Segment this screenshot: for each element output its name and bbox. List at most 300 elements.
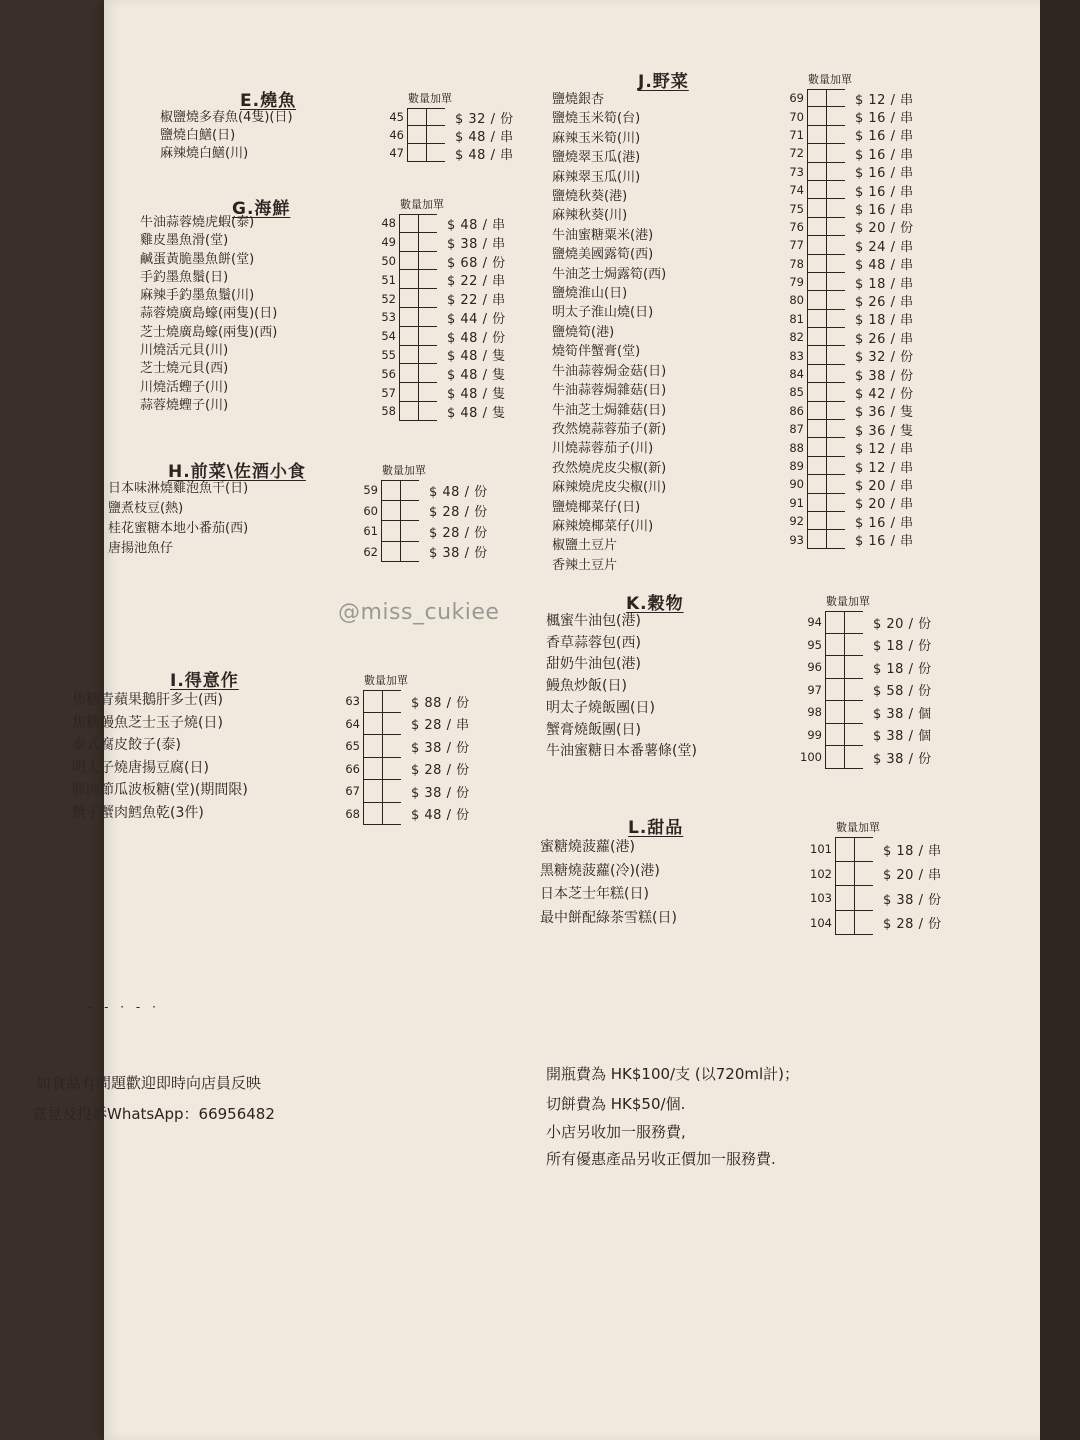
item-list-j <box>552 90 666 575</box>
order-row <box>780 181 914 199</box>
order-row <box>780 310 914 328</box>
item-number: 78 <box>789 256 804 271</box>
quantity-box[interactable] <box>363 735 382 758</box>
order-row <box>780 402 914 420</box>
menu-item: 孜然燒蒜蓉茄子(新) <box>552 421 667 437</box>
order-row <box>808 886 942 911</box>
item-price: $ 38 / 份 <box>411 740 470 756</box>
quantity-box[interactable] <box>826 163 845 181</box>
item-price: $ 18 / 串 <box>855 276 914 292</box>
quantity-box[interactable] <box>399 327 418 346</box>
quantity-box[interactable] <box>826 236 845 254</box>
item-number: 84 <box>789 367 804 382</box>
order-row <box>336 803 470 826</box>
menu-item: 雞皮墨魚滑(堂) <box>140 233 229 249</box>
fee-note-line1: 開瓶費為 HK$100/支 (以720ml計)； <box>546 1065 799 1083</box>
quantity-box[interactable] <box>826 181 845 199</box>
item-price: $ 28 / 份 <box>429 505 488 521</box>
quantity-box[interactable] <box>844 656 863 679</box>
order-row <box>354 542 488 563</box>
quantity-box[interactable] <box>807 512 826 530</box>
menu-item: 川燒活元貝(川) <box>140 343 229 359</box>
menu-item: 蒜蓉燒廣島蠔(兩隻)(日) <box>140 306 278 322</box>
quantity-box[interactable] <box>418 214 437 233</box>
quantity-box[interactable] <box>382 780 401 803</box>
item-price: $ 16 / 串 <box>855 129 914 145</box>
quantity-box[interactable] <box>826 199 845 217</box>
quantity-box[interactable] <box>826 438 845 456</box>
item-number: 80 <box>789 293 804 308</box>
item-price: $ 48 / 份 <box>447 330 506 346</box>
quantity-box[interactable] <box>382 735 401 758</box>
quantity-box[interactable] <box>399 346 418 365</box>
order-row <box>798 656 932 679</box>
quantity-box[interactable] <box>418 270 437 289</box>
section-title-e: E.燒魚 <box>240 91 297 111</box>
item-number: 62 <box>363 544 378 559</box>
quantity-box[interactable] <box>854 886 873 911</box>
quantity-box[interactable] <box>363 803 382 826</box>
menu-item: 椒鹽燒多春魚(4隻)(日) <box>160 110 293 125</box>
item-number: 86 <box>789 403 804 418</box>
menu-item: 鹽燒翠玉瓜(港) <box>552 150 641 166</box>
quantity-box[interactable] <box>418 383 437 402</box>
item-price: $ 38 / 個 <box>873 729 932 745</box>
menu-item: 牛油蒜蓉燒虎蝦(泰) <box>140 215 255 230</box>
menu-item: 明太子燒飯團(日) <box>546 699 655 716</box>
item-number: 55 <box>381 347 396 362</box>
menu-item: 蜜糖燒菠蘿(港) <box>540 839 635 855</box>
fee-note-line3: 小店另收加一服務費, <box>546 1123 686 1141</box>
item-price: $ 28 / 份 <box>411 763 470 779</box>
item-price: $ 32 / 份 <box>855 350 914 366</box>
order-row <box>354 480 488 501</box>
order-row <box>354 501 488 522</box>
item-price: $ 20 / 份 <box>855 221 914 237</box>
quantity-box[interactable] <box>854 837 873 862</box>
menu-item: 芝士燒元貝(西) <box>140 361 229 377</box>
order-grid-j <box>780 71 914 549</box>
quantity-box[interactable] <box>807 457 826 475</box>
quantity-box[interactable] <box>835 837 854 862</box>
quantity-box[interactable] <box>807 144 826 162</box>
order-grid-e <box>380 90 514 162</box>
quantity-box[interactable] <box>807 328 826 346</box>
menu-item: 手釣墨魚鬚(日) <box>140 269 229 285</box>
item-number: 61 <box>363 524 378 539</box>
quantity-box[interactable] <box>400 542 419 563</box>
quantity-box[interactable] <box>826 291 845 309</box>
menu-item: 麻辣燒虎皮尖椒(川) <box>552 480 667 496</box>
order-row <box>780 530 914 548</box>
order-row <box>336 690 470 713</box>
quantity-box[interactable] <box>807 107 826 125</box>
item-price: $ 68 / 份 <box>447 255 506 271</box>
quantity-box[interactable] <box>418 402 437 421</box>
order-row <box>798 701 932 724</box>
item-price: $ 24 / 串 <box>855 239 914 255</box>
order-row <box>780 346 914 364</box>
item-price: $ 48 / 串 <box>447 217 506 233</box>
quantity-box[interactable] <box>382 803 401 826</box>
item-price: $ 48 / 份 <box>411 808 470 824</box>
quantity-box[interactable] <box>807 236 826 254</box>
item-price: $ 42 / 份 <box>855 386 914 402</box>
quantity-box[interactable] <box>826 475 845 493</box>
quantity-box[interactable] <box>399 270 418 289</box>
fee-note-line2: 切餅費為 HK$50/個. <box>546 1095 686 1113</box>
quantity-box[interactable] <box>826 310 845 328</box>
quantity-box[interactable] <box>426 108 445 126</box>
item-number: 67 <box>345 784 360 799</box>
quantity-box[interactable] <box>826 126 845 144</box>
order-row <box>380 108 514 126</box>
order-row <box>808 862 942 887</box>
item-number: 46 <box>389 128 404 142</box>
order-grid-i <box>336 672 470 825</box>
item-price: $ 38 / 份 <box>411 785 470 801</box>
item-price: $ 16 / 串 <box>855 111 914 127</box>
quantity-box[interactable] <box>825 611 844 634</box>
quantity-box[interactable] <box>363 690 382 713</box>
item-number: 95 <box>807 637 822 652</box>
quantity-box[interactable] <box>381 480 400 501</box>
quantity-box[interactable] <box>807 346 826 364</box>
item-price: $ 20 / 份 <box>873 616 932 632</box>
quantity-box[interactable] <box>844 611 863 634</box>
order-row <box>780 218 914 236</box>
quantity-box[interactable] <box>826 530 845 548</box>
quantity-box[interactable] <box>382 758 401 781</box>
item-price: $ 22 / 串 <box>447 293 506 309</box>
item-price: $ 38 / 份 <box>883 892 942 908</box>
menu-item: 明太子燒唐揚豆腐(日) <box>72 759 209 776</box>
menu-item: 鹽燒玉米筍(台) <box>552 111 641 127</box>
quantity-box[interactable] <box>844 679 863 702</box>
menu-item: 椒鹽土豆片 <box>552 538 618 554</box>
quantity-box[interactable] <box>825 656 844 679</box>
quantity-box[interactable] <box>807 310 826 328</box>
quantity-box[interactable] <box>381 521 400 542</box>
order-row <box>372 383 506 402</box>
quantity-box[interactable] <box>826 328 845 346</box>
quantity-box[interactable] <box>807 475 826 493</box>
item-number: 92 <box>789 514 804 529</box>
menu-item: 香草蒜蓉包(西) <box>546 634 641 651</box>
menu-item: 牛油芝士焗雜菇(日) <box>552 402 667 418</box>
item-price: $ 48 / 串 <box>455 129 514 145</box>
item-number: 94 <box>807 615 822 630</box>
item-number: 98 <box>807 705 822 720</box>
order-grid-header: 數量加單 <box>826 595 870 608</box>
quantity-box[interactable] <box>807 438 826 456</box>
quantity-box[interactable] <box>418 233 437 252</box>
pen-marks: - - · - · <box>88 1000 160 1014</box>
order-row <box>372 270 506 289</box>
quantity-box[interactable] <box>826 365 845 383</box>
order-row <box>798 611 932 634</box>
quantity-box[interactable] <box>418 346 437 365</box>
order-row <box>808 911 942 936</box>
item-number: 96 <box>807 660 822 675</box>
item-number: 71 <box>789 127 804 142</box>
item-number: 87 <box>789 422 804 437</box>
quantity-box[interactable] <box>826 273 845 291</box>
menu-item: 牛油蜜糖日本番薯條(堂) <box>546 743 697 760</box>
quantity-box[interactable] <box>807 199 826 217</box>
order-row <box>780 144 914 162</box>
section-title-h: H.前菜\佐酒小食 <box>168 462 306 482</box>
quantity-box[interactable] <box>826 346 845 364</box>
quantity-box[interactable] <box>807 218 826 236</box>
item-number: 54 <box>381 329 396 344</box>
quantity-box[interactable] <box>426 144 445 162</box>
quantity-box[interactable] <box>363 713 382 736</box>
quantity-box[interactable] <box>826 457 845 475</box>
quantity-box[interactable] <box>854 911 873 936</box>
item-number: 59 <box>363 483 378 498</box>
quantity-box[interactable] <box>835 862 854 887</box>
menu-item: 孜然燒虎皮尖椒(新) <box>552 460 667 476</box>
quantity-box[interactable] <box>826 402 845 420</box>
quantity-box[interactable] <box>826 89 845 107</box>
item-price: $ 48 / 隻 <box>447 368 506 384</box>
quantity-box[interactable] <box>807 273 826 291</box>
menu-item: 鹽煮枝豆(熱) <box>108 501 184 516</box>
quantity-box[interactable] <box>854 862 873 887</box>
menu-item: 麻辣燒椰菜仔(川) <box>552 518 654 534</box>
order-row <box>372 308 506 327</box>
item-number: 68 <box>345 806 360 821</box>
quantity-box[interactable] <box>418 289 437 308</box>
quantity-box[interactable] <box>399 252 418 271</box>
item-number: 47 <box>389 146 404 160</box>
quantity-box[interactable] <box>844 746 863 769</box>
item-price: $ 22 / 串 <box>447 274 506 290</box>
item-price: $ 88 / 份 <box>411 695 470 711</box>
quantity-box[interactable] <box>807 163 826 181</box>
order-row <box>372 346 506 365</box>
table-edge <box>1040 0 1080 1440</box>
order-row <box>336 758 470 781</box>
quantity-box[interactable] <box>807 291 826 309</box>
order-row <box>780 273 914 291</box>
item-number: 73 <box>789 164 804 179</box>
item-number: 66 <box>345 761 360 776</box>
item-number: 63 <box>345 694 360 709</box>
order-row <box>372 289 506 308</box>
quantity-box[interactable] <box>825 701 844 724</box>
menu-item: 日本味淋燒雞泡魚干(日) <box>108 481 249 496</box>
item-number: 85 <box>789 385 804 400</box>
menu-item: 鹽燒椰菜仔(日) <box>552 499 641 515</box>
quantity-box[interactable] <box>825 634 844 657</box>
menu-item: 鹽燒美國露筍(西) <box>552 247 654 263</box>
item-number: 79 <box>789 275 804 290</box>
quantity-box[interactable] <box>399 308 418 327</box>
quantity-box[interactable] <box>407 144 426 162</box>
quantity-box[interactable] <box>826 420 845 438</box>
quantity-box[interactable] <box>400 501 419 522</box>
section-title-g: G.海鮮 <box>232 199 291 219</box>
quantity-box[interactable] <box>418 252 437 271</box>
menu-item: 鰻魚炒飯(日) <box>546 678 627 695</box>
menu-item: 麻辣燒白鱔(川) <box>160 146 249 161</box>
menu-item: 蟹子蟹肉鱈魚乾(3件) <box>72 804 204 821</box>
order-row <box>780 383 914 401</box>
item-number: 88 <box>789 440 804 455</box>
menu-item: 唐揚池魚仔 <box>108 541 174 556</box>
item-price: $ 28 / 份 <box>429 525 488 541</box>
menu-item: 麻辣秋葵(川) <box>552 208 628 224</box>
quantity-box[interactable] <box>835 911 854 936</box>
quantity-box[interactable] <box>826 255 845 273</box>
quantity-box[interactable] <box>807 126 826 144</box>
quantity-box[interactable] <box>826 512 845 530</box>
quantity-box[interactable] <box>835 886 854 911</box>
item-number: 53 <box>381 310 396 325</box>
item-price: $ 16 / 串 <box>855 184 914 200</box>
quantity-box[interactable] <box>807 89 826 107</box>
order-row <box>798 679 932 702</box>
item-number: 58 <box>381 404 396 419</box>
order-row <box>798 634 932 657</box>
order-row <box>372 364 506 383</box>
item-number: 56 <box>381 366 396 381</box>
menu-item: 桂花蜜糖本地小番茄(西) <box>108 521 249 536</box>
quantity-box[interactable] <box>399 214 418 233</box>
menu-item: 蒜蓉燒蟶子(川) <box>140 397 229 413</box>
item-list-h <box>108 479 248 559</box>
item-price: $ 28 / 串 <box>411 718 470 734</box>
quantity-box[interactable] <box>418 308 437 327</box>
quantity-box[interactable] <box>844 634 863 657</box>
menu-item: 焦糖鰻魚芝士玉子燒(日) <box>72 714 223 731</box>
quantity-box[interactable] <box>826 383 845 401</box>
menu-item: 日本芝士年糕(日) <box>540 886 649 902</box>
item-number: 101 <box>810 842 832 857</box>
order-grid-header: 數量加單 <box>364 674 408 687</box>
quantity-box[interactable] <box>426 126 445 144</box>
quantity-box[interactable] <box>382 690 401 713</box>
quantity-box[interactable] <box>807 402 826 420</box>
quantity-box[interactable] <box>844 724 863 747</box>
order-row <box>798 746 932 769</box>
item-number: 75 <box>789 201 804 216</box>
quantity-box[interactable] <box>418 364 437 383</box>
order-row <box>780 420 914 438</box>
item-price: $ 16 / 串 <box>855 534 914 550</box>
quantity-box[interactable] <box>399 364 418 383</box>
item-number: 104 <box>810 915 832 930</box>
quantity-box[interactable] <box>826 494 845 512</box>
item-price: $ 48 / 隻 <box>447 387 506 403</box>
quantity-box[interactable] <box>826 144 845 162</box>
quantity-box[interactable] <box>807 181 826 199</box>
item-price: $ 18 / 串 <box>855 313 914 329</box>
quantity-box[interactable] <box>826 107 845 125</box>
quantity-box[interactable] <box>826 218 845 236</box>
quantity-box[interactable] <box>381 501 400 522</box>
order-row <box>798 724 932 747</box>
section-title-k: K.穀物 <box>626 594 684 614</box>
item-price: $ 20 / 串 <box>855 497 914 513</box>
order-row <box>372 252 506 271</box>
item-number: 76 <box>789 219 804 234</box>
order-row <box>336 735 470 758</box>
item-price: $ 20 / 串 <box>883 868 942 884</box>
quantity-box[interactable] <box>399 233 418 252</box>
item-price: $ 36 / 隻 <box>855 405 914 421</box>
order-row <box>354 521 488 542</box>
item-price: $ 26 / 串 <box>855 295 914 310</box>
item-number: 70 <box>789 109 804 124</box>
menu-item: 牛油蒜蓉焗金菇(日) <box>552 363 667 379</box>
menu-item: 燒筍伴蟹膏(堂) <box>552 344 641 360</box>
quantity-box[interactable] <box>807 530 826 548</box>
order-row <box>380 126 514 144</box>
item-list-i <box>72 689 248 824</box>
quantity-box[interactable] <box>825 724 844 747</box>
menu-item: 鹽燒銀杏 <box>552 92 605 107</box>
quantity-box[interactable] <box>363 780 382 803</box>
quantity-box[interactable] <box>400 480 419 501</box>
item-list-l <box>540 836 677 930</box>
menu-item: 鹽燒筍(港) <box>552 324 615 340</box>
quantity-box[interactable] <box>399 289 418 308</box>
order-grid-header: 數量加單 <box>808 73 852 86</box>
quantity-box[interactable] <box>400 521 419 542</box>
order-grid-header: 數量加單 <box>408 92 452 105</box>
quantity-box[interactable] <box>807 494 826 512</box>
item-number: 52 <box>381 291 396 306</box>
section-title-j: J.野菜 <box>638 72 689 92</box>
order-row <box>780 199 914 217</box>
quantity-box[interactable] <box>825 679 844 702</box>
item-price: $ 48 / 串 <box>455 147 514 163</box>
quantity-box[interactable] <box>807 420 826 438</box>
item-number: 102 <box>810 866 832 881</box>
item-price: $ 48 / 份 <box>429 484 488 500</box>
quantity-box[interactable] <box>418 327 437 346</box>
order-row <box>780 163 914 181</box>
item-price: $ 38 / 串 <box>447 236 506 252</box>
quantity-box[interactable] <box>825 746 844 769</box>
order-row <box>780 255 914 273</box>
item-price: $ 18 / 份 <box>873 639 932 655</box>
quantity-box[interactable] <box>807 255 826 273</box>
order-grid-h <box>354 462 488 562</box>
order-row <box>336 780 470 803</box>
order-row <box>780 475 914 493</box>
quantity-box[interactable] <box>382 713 401 736</box>
quantity-box[interactable] <box>807 383 826 401</box>
quantity-box[interactable] <box>399 402 418 421</box>
menu-item: 鹽燒白鱔(日) <box>160 128 236 143</box>
quantity-box[interactable] <box>407 108 426 126</box>
item-number: 90 <box>789 477 804 492</box>
quantity-box[interactable] <box>407 126 426 144</box>
item-number: 77 <box>789 238 804 253</box>
quantity-box[interactable] <box>381 542 400 563</box>
quantity-box[interactable] <box>844 701 863 724</box>
quantity-box[interactable] <box>807 365 826 383</box>
item-number: 60 <box>363 503 378 518</box>
order-grid-header: 數量加單 <box>836 821 880 834</box>
quantity-box[interactable] <box>399 383 418 402</box>
quantity-box[interactable] <box>363 758 382 781</box>
order-row <box>780 89 914 107</box>
